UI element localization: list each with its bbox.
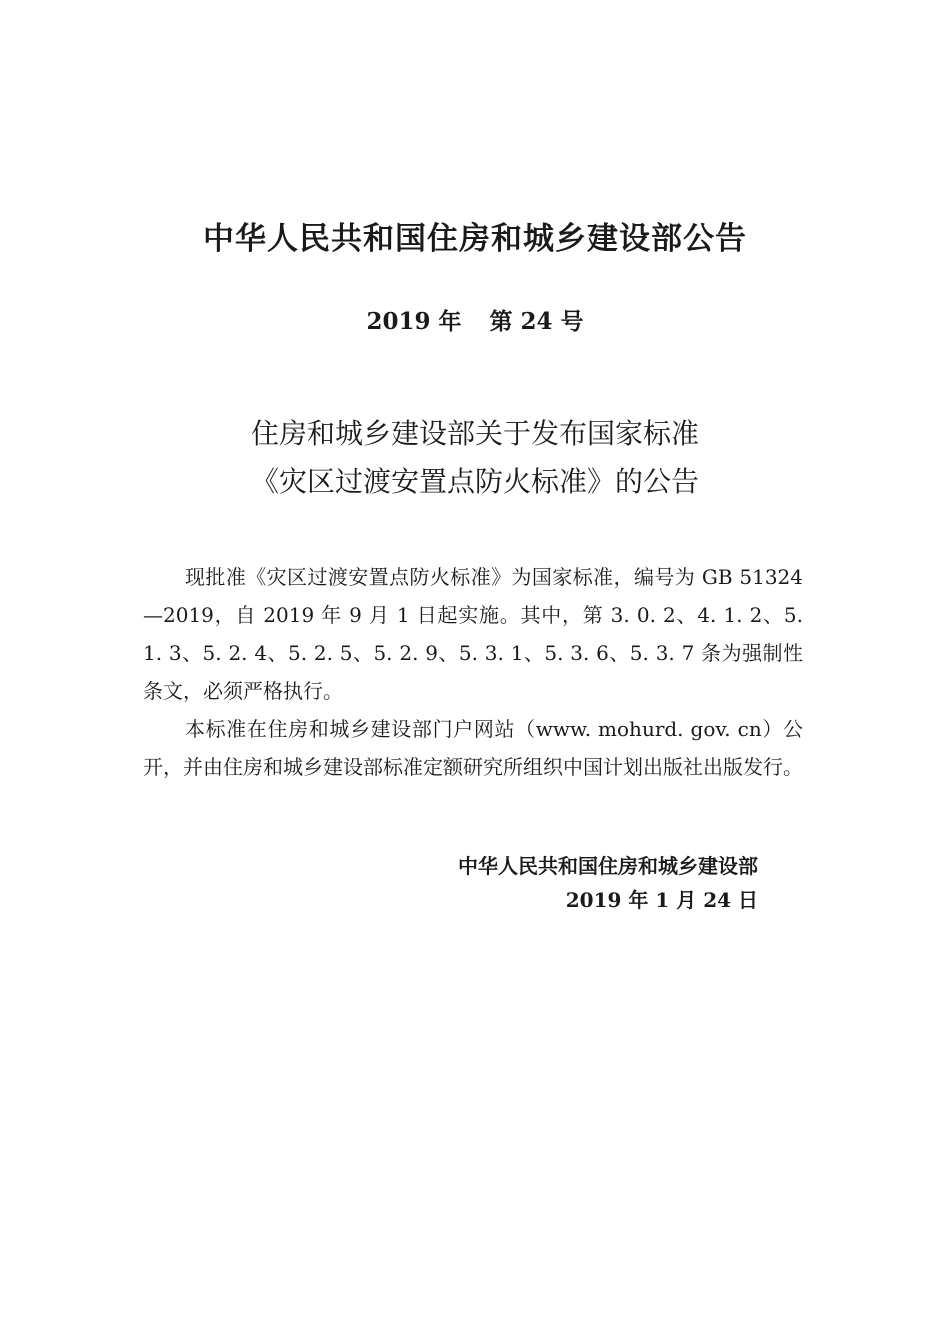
signature-date: 2019 年 1 月 24 日: [565, 888, 758, 912]
notice-title: [0, 410, 950, 506]
body-paragraph-2: 本标准在住房和城乡建设部门户网站（www. mohurd. gov. cn）公开，并由住房和城乡建设部标准定额研究所组织中国计划出版社出版发行。: [143, 717, 803, 779]
signature-organization: 中华人民共和国住房和城乡建设部: [458, 854, 758, 878]
notice-title-line-1: 住房和城乡建设部关于发布国家标准: [250, 417, 699, 450]
announcement-heading: 中华人民共和国住房和城乡建设部公告: [203, 221, 747, 257]
issue-no: 第 24 号: [489, 308, 584, 335]
issue-year: 2019 年: [366, 308, 462, 335]
body-paragraph-1: 现批准《灾区过渡安置点防火标准》为国家标准，编号为 GB 51324—2019，自 2019 年 9 月 1 日起实施。其中，第 3. 0. 2、4. 1. 2、5. 1. 3、5. 2. 4、5. 2. 5、5. 2. 9、5. 3. 1、5. 3. 6、5. 3. 7 条为强制性条文，必须严格执行。: [143, 565, 803, 703]
notice-title-line-2: 《灾区过渡安置点防火标准》的公告: [250, 465, 699, 498]
notice-body: [143, 558, 803, 786]
issue-number: [0, 304, 950, 340]
